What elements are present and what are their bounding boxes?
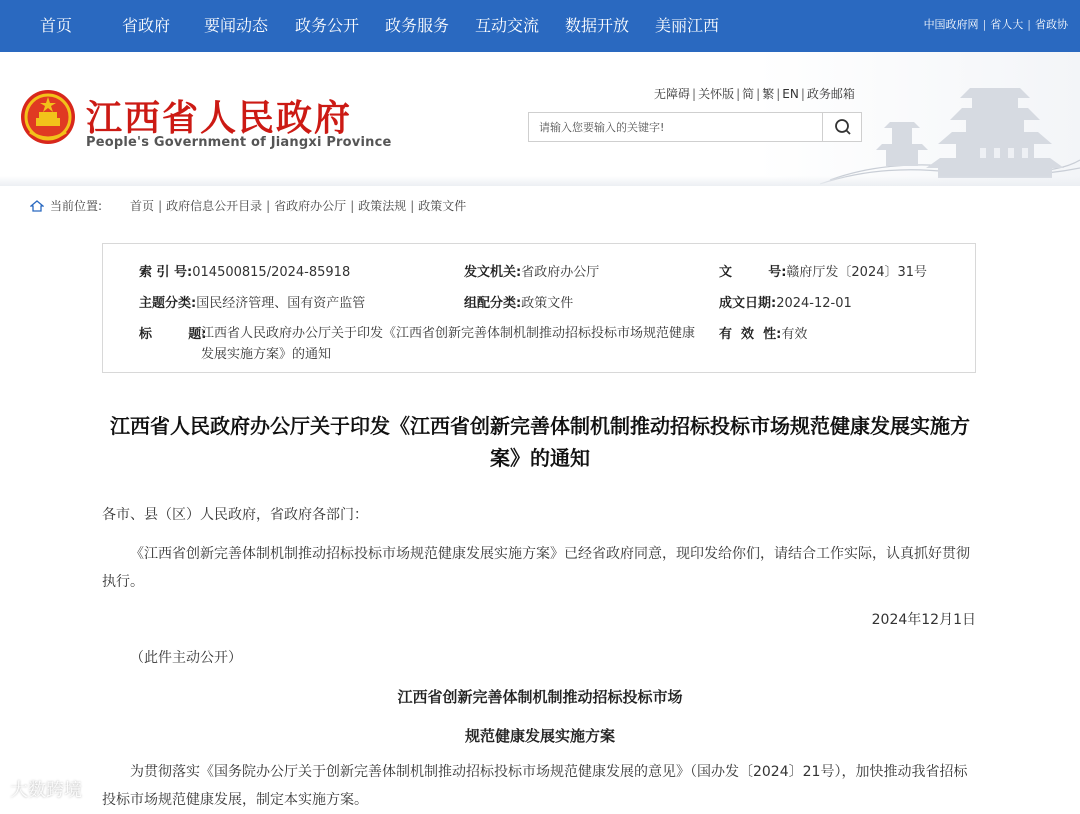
- nav-item-news[interactable]: 要闻动态: [204, 16, 269, 35]
- info-date-label: 成文日期:: [719, 296, 777, 311]
- nav-item-province-gov[interactable]: 省政府: [122, 16, 171, 35]
- search-input[interactable]: [528, 112, 822, 142]
- link-simplified[interactable]: 简: [742, 87, 755, 101]
- info-issuer: [464, 261, 599, 280]
- document-title: 江西省人民政府办公厅关于印发《江西省创新完善体制机制推动招标投标市场规范健康发展实施方案》的通知: [110, 414, 970, 470]
- breadcrumb-label: 当前位置:: [50, 199, 103, 213]
- link-accessibility[interactable]: 无障碍: [654, 87, 691, 101]
- info-docno: [719, 261, 927, 280]
- top-nav-bar: [0, 0, 1080, 52]
- info-validity: [719, 323, 807, 342]
- nav-item-gov-services[interactable]: 政务服务: [385, 16, 450, 35]
- national-emblem-icon: [20, 88, 76, 146]
- top-external-links: 中国政府网 | 省人大 | 省政协: [923, 18, 1068, 31]
- info-category: [464, 292, 573, 311]
- info-docno-label: 文 号:: [719, 265, 787, 280]
- plan-intro-paragraph: 为贯彻落实《国务院办公厅关于创新完善体制机制推动招标投标市场规范健康发展的意见》（国办发〔2024〕21号），加快推动我省招标投标市场规范健康发展，制定本实施方案。: [102, 764, 968, 808]
- link-care-version[interactable]: 关怀版: [698, 87, 735, 101]
- info-issuer-label: 发文机关:: [464, 265, 522, 280]
- info-validity-label: 有 效 性:: [719, 327, 782, 342]
- info-topic-label: 主题分类:: [139, 296, 197, 311]
- utility-links: 无障碍 | 关怀版 | 简 | 繁 | EN | 政务邮箱: [654, 87, 855, 101]
- pavilion-decoration-icon: [820, 68, 1080, 186]
- info-issuer-value: 省政府办公厅: [521, 265, 600, 280]
- site-header: [0, 52, 1080, 186]
- info-index: [139, 261, 350, 280]
- document-body-paragraph: 《江西省创新完善体制机制推动招标投标市场规范健康发展实施方案》已经省政府同意，现印发给你们，请结合工作实际，认真抓好贯彻执行。: [102, 546, 970, 590]
- info-date: [719, 292, 852, 311]
- info-category-label: 组配分类:: [464, 296, 522, 311]
- header-shadow: [0, 176, 1080, 186]
- breadcrumb-policy-documents[interactable]: 政策文件: [418, 199, 467, 213]
- link-provincial-cppcc[interactable]: 省政协: [1035, 18, 1068, 31]
- info-topic: [139, 292, 365, 311]
- breadcrumb-general-office[interactable]: 省政府办公厅: [274, 199, 347, 213]
- nav-item-interaction[interactable]: 互动交流: [475, 16, 540, 35]
- nav-item-beautiful-jiangxi[interactable]: 美丽江西: [655, 16, 720, 35]
- info-title-label-text: 标 题:: [139, 327, 207, 342]
- info-docno-value: 赣府厅发〔2024〕31号: [786, 265, 928, 280]
- home-icon: [30, 200, 44, 212]
- plan-title-line-2: 规范健康发展实施方案: [464, 727, 615, 745]
- info-title-value: 江西省人民政府办公厅关于印发《江西省创新完善体制机制推动招标投标市场规范健康发展实施方案》的通知: [201, 326, 696, 362]
- link-provincial-npc[interactable]: 省人大: [990, 18, 1024, 31]
- plan-title-line-1: 江西省创新完善体制机制推动招标投标市场: [397, 688, 683, 706]
- link-gov-mail[interactable]: 政务邮箱: [806, 87, 855, 101]
- info-index-value: 014500815/2024-85918: [192, 265, 351, 280]
- info-topic-value: 国民经济管理、国有资产监管: [196, 296, 366, 311]
- document-public-note: （此件主动公开）: [130, 650, 242, 666]
- site-subtitle: People's Government of Jiangxi Province: [86, 135, 392, 150]
- info-category-value: 政策文件: [521, 296, 574, 311]
- nav-item-home[interactable]: 首页: [40, 16, 73, 35]
- nav-item-open-data[interactable]: 数据开放: [565, 16, 630, 35]
- document-info-box: [102, 243, 976, 373]
- document-salutation: 各市、县（区）人民政府，省政府各部门：: [102, 507, 368, 523]
- breadcrumb: 当前位置: 首页 | 政府信息公开目录 | 省政府办公厅 | 政策法规 | 政策文件: [30, 197, 466, 214]
- site-title: 江西省人民政府: [86, 97, 353, 139]
- nav-item-gov-affairs-public[interactable]: 政务公开: [295, 16, 360, 35]
- info-title-label: [139, 323, 206, 342]
- breadcrumb-home[interactable]: 首页: [130, 199, 155, 213]
- info-date-value: 2024-12-01: [776, 296, 852, 311]
- info-validity-value: 有效: [781, 327, 808, 342]
- watermark-text: 大数跨境: [10, 780, 82, 801]
- link-china-gov[interactable]: 中国政府网: [923, 18, 979, 31]
- link-traditional[interactable]: 繁: [762, 87, 775, 101]
- breadcrumb-policies[interactable]: 政策法规: [358, 199, 407, 213]
- breadcrumb-info-catalog[interactable]: 政府信息公开目录: [166, 199, 263, 213]
- document-date: 2024年12月1日: [871, 612, 976, 628]
- link-english[interactable]: EN: [782, 87, 799, 101]
- info-index-label: 索 引 号:: [139, 265, 193, 280]
